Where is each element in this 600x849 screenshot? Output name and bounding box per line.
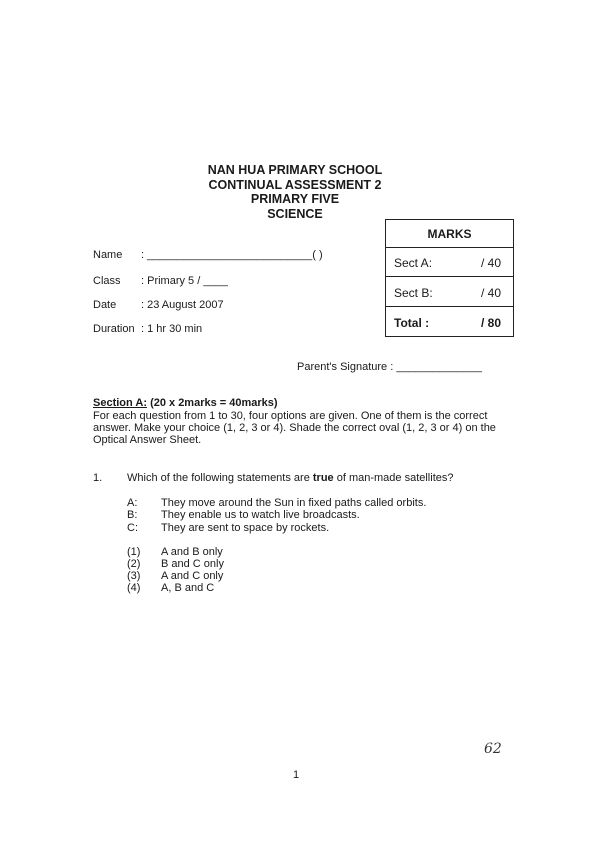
class-field: : Primary 5 / ____ — [141, 275, 228, 287]
marks-row-section-b — [386, 277, 513, 307]
date-label: Date — [93, 299, 117, 311]
class-label: Class — [93, 275, 121, 287]
option-text: B and C only — [161, 558, 224, 570]
date-value: : 23 August 2007 — [141, 299, 224, 311]
option-number: (4) — [127, 582, 141, 594]
option-text: A and B only — [161, 546, 223, 558]
total-score: / 80 — [480, 316, 501, 330]
question-number: 1. — [93, 472, 103, 484]
duration-value: : 1 hr 30 min — [141, 323, 203, 335]
statement-text: They are sent to space by rockets. — [161, 522, 330, 534]
statement-letter: B: — [127, 509, 138, 521]
marks-table — [385, 219, 514, 337]
handwritten-score: 62 — [484, 741, 502, 757]
exam-header — [0, 163, 600, 221]
sect-b-score: / 40 — [480, 286, 501, 300]
marks-row-total — [386, 307, 513, 338]
total-label: Total : — [394, 316, 430, 330]
question-text-emphasis: true — [312, 472, 334, 484]
option-number: (3) — [127, 570, 141, 582]
question-text-end: of man-made satellites? — [333, 472, 454, 484]
option-number: (2) — [127, 558, 141, 570]
statement-text: They enable us to watch live broadcasts. — [161, 509, 360, 521]
question-text-start: Which of the following statements are — [127, 472, 313, 484]
question-text — [127, 472, 454, 484]
school-name: NAN HUA PRIMARY SCHOOL — [207, 163, 383, 177]
option-text: A and C only — [161, 570, 224, 582]
sect-a-score: / 40 — [480, 256, 501, 270]
assessment-title: CONTINUAL ASSESSMENT 2 — [208, 177, 382, 192]
level-title: PRIMARY FIVE — [250, 192, 340, 206]
option-text: A, B and C — [161, 582, 215, 594]
sect-a-label: Sect A: — [394, 256, 433, 270]
section-a-marks: (20 x 2marks = 40marks) — [150, 397, 278, 409]
duration-label: Duration — [93, 323, 135, 335]
parent-signature: Parent's Signature : ______________ — [297, 361, 482, 373]
name-field: : ___________________________( ) — [141, 249, 323, 261]
section-a-instructions: For each question from 1 to 30, four options are given. One of them is the correct answer. Make your choice (1, 2, 3 or 4). Shade the correct oval (1, 2, 3 or 4) on the Optical Answer Sheet. — [93, 410, 496, 447]
statement-text: They move around the Sun in fixed paths called orbits. — [161, 497, 427, 509]
statement-letter: C: — [127, 522, 138, 534]
marks-row-section-a — [386, 248, 513, 277]
sect-b-label: Sect B: — [394, 286, 433, 300]
name-label: Name — [93, 249, 123, 261]
page-number: 1 — [293, 769, 300, 781]
section-a-heading — [93, 397, 278, 409]
statement-letter: A: — [127, 497, 138, 509]
subject-title: SCIENCE — [267, 206, 323, 221]
marks-title: MARKS — [386, 220, 513, 248]
option-number: (1) — [127, 546, 141, 558]
section-a-title: Section A: — [93, 397, 147, 409]
